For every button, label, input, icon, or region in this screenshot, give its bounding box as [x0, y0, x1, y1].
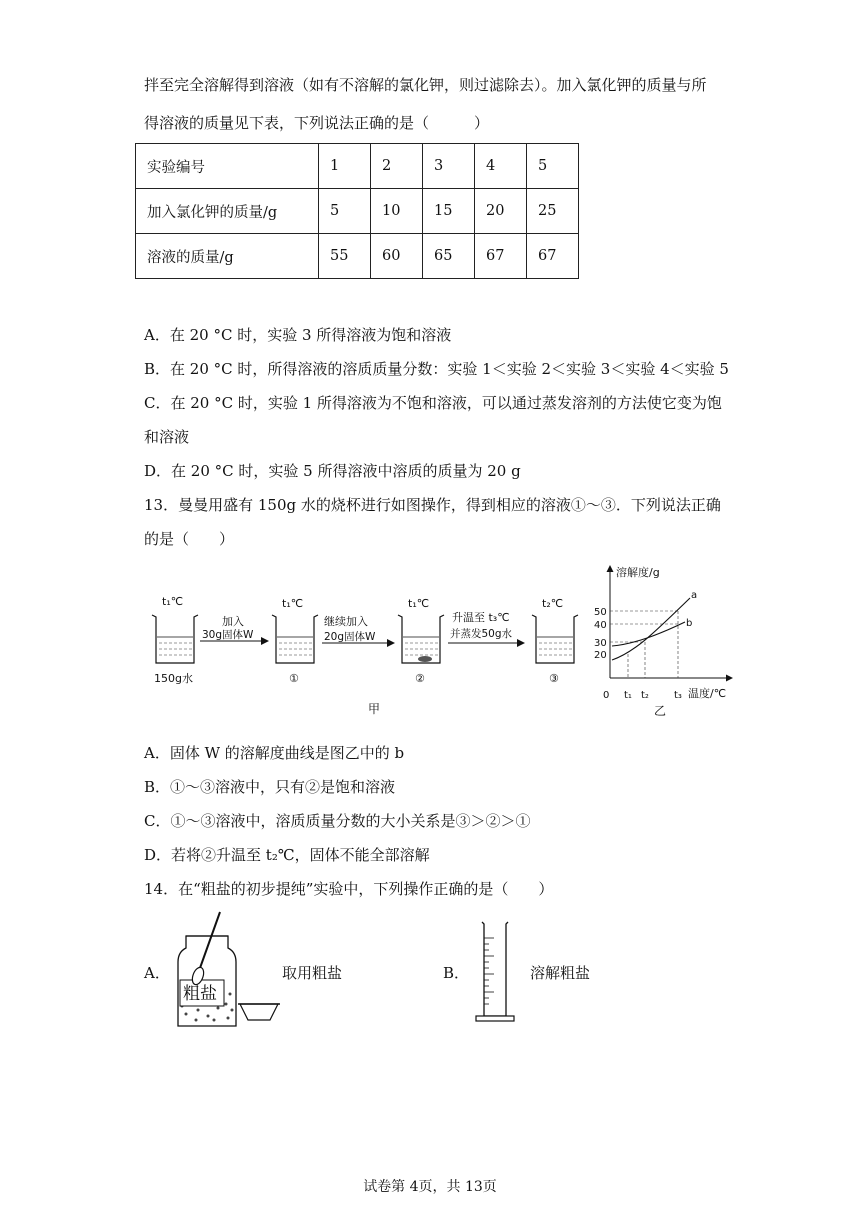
table-row [136, 144, 579, 189]
q12-option-d: D．在 20 °C 时，实验 5 所得溶液中溶质的质量为 20 g [144, 462, 521, 480]
solubility-curve-figure [590, 560, 740, 720]
cylinder-body [482, 922, 508, 1016]
y-tick-label: 50 [594, 607, 607, 618]
table-cell: 3 [423, 144, 475, 189]
curve-b [612, 622, 685, 646]
table-cell: 65 [423, 234, 475, 279]
cylinder-graduations [484, 938, 494, 1004]
beaker-temp-label: t₁℃ [408, 597, 430, 610]
beaker-label: ① [289, 672, 299, 685]
arrow-add-30g [200, 614, 268, 641]
curve-b-label: b [686, 618, 693, 629]
kcl-experiment-table [135, 143, 579, 279]
q13-option-b: B．①～③溶液中，只有②是饱和溶液 [144, 778, 396, 796]
undissolved-solid [418, 656, 432, 662]
y-axis-label: 溶解度/g [616, 566, 660, 579]
spoon-handle [200, 912, 220, 968]
table-cell: 1 [319, 144, 371, 189]
table-cell: 溶液的质量/g [136, 234, 319, 279]
q14-option-b-text: 溶解粗盐 [530, 964, 591, 982]
table-cell: 55 [319, 234, 371, 279]
beaker-process-figure [144, 585, 584, 720]
table-cell: 60 [371, 234, 423, 279]
q12-option-c-line-2: 和溶液 [144, 428, 190, 446]
figure-caption-yi: 乙 [654, 704, 667, 718]
graduated-cylinder-illustration [470, 918, 520, 1024]
arrow-top-text: 升温至 t₃℃ [452, 611, 510, 624]
beaker-temp-label: t₁℃ [162, 595, 184, 608]
evaporating-dish [240, 1004, 278, 1020]
y-tick-label: 30 [594, 638, 607, 649]
intro-line-1: 拌至完全溶解得到溶液（如有不溶解的氯化钾，则过滤除去）。加入氯化钾的质量与所 [144, 76, 707, 94]
q12-option-b: B．在 20 °C 时，所得溶液的溶质质量分数：实验 1＜实验 2＜实验 3＜实验 4＜实验 5 [144, 360, 729, 378]
q14-option-a-letter: A． [144, 964, 170, 982]
q14-option-b-letter: B． [443, 964, 470, 982]
table-row [136, 189, 579, 234]
page-footer: 试卷第 4页，共 13页 [363, 1179, 497, 1195]
curve-a-label: a [691, 590, 698, 601]
salt-jar-illustration [170, 910, 282, 1032]
beaker-label: ② [415, 672, 425, 685]
arrow-bottom-text: 30g固体W [202, 629, 254, 641]
table-cell: 实验编号 [136, 144, 319, 189]
arrow-bottom-text: 20g固体W [324, 631, 376, 643]
origin-label: 0 [603, 690, 610, 701]
x-axis-label: 温度/℃ [688, 687, 727, 700]
x-tick-label: t₂ [641, 690, 649, 701]
table-cell: 5 [319, 189, 371, 234]
beaker-label: ③ [549, 672, 559, 685]
table-cell: 67 [527, 234, 579, 279]
table-cell: 20 [475, 189, 527, 234]
beaker-label: 150g水 [154, 672, 193, 685]
q13-stem-line-2: 的是（ ） [144, 530, 235, 548]
q14-option-a-text: 取用粗盐 [282, 964, 343, 982]
beaker-solution-1 [272, 597, 318, 685]
table-cell: 2 [371, 144, 423, 189]
arrow-top-text: 继续加入 [324, 615, 368, 628]
table-cell: 4 [475, 144, 527, 189]
q13-stem-line-1: 13．曼曼用盛有 150g 水的烧杯进行如图操作，得到相应的溶液①～③．下列说法正确 [144, 496, 721, 514]
table-cell: 67 [475, 234, 527, 279]
figure-caption-jia: 甲 [368, 702, 381, 716]
beaker-temp-label: t₂℃ [542, 597, 564, 610]
q12-option-a: A．在 20 °C 时，实验 3 所得溶液为饱和溶液 [144, 326, 452, 344]
table-cell: 10 [371, 189, 423, 234]
jar-label-text: 粗盐 [183, 984, 217, 1004]
table-cell: 加入氯化钾的质量/g [136, 189, 319, 234]
x-tick-label: t₃ [674, 690, 682, 701]
y-tick-label: 20 [594, 650, 607, 661]
arrow-heat-evaporate [448, 610, 524, 643]
q14-stem: 14．在“粗盐的初步提纯”实验中，下列操作正确的是（ ） [144, 880, 554, 898]
q13-option-a: A．固体 W 的溶解度曲线是图乙中的 b [144, 744, 405, 762]
intro-line-2: 得溶液的质量见下表，下列说法正确的是（ ） [144, 114, 490, 132]
x-tick-label: t₁ [624, 690, 632, 701]
table-cell: 5 [527, 144, 579, 189]
table-cell: 15 [423, 189, 475, 234]
beaker-temp-label: t₁℃ [282, 597, 304, 610]
beaker-water [152, 595, 198, 685]
table-cell: 25 [527, 189, 579, 234]
arrow-add-20g [322, 614, 394, 643]
beaker-solution-2 [398, 597, 444, 685]
q12-option-c-line-1: C．在 20 °C 时，实验 1 所得溶液为不饱和溶液，可以通过蒸发溶剂的方法使它变为饱 [144, 394, 722, 412]
arrow-top-text: 加入 [222, 615, 244, 628]
q13-option-d: D．若将②升温至 t₂℃，固体不能全部溶解 [144, 846, 430, 864]
beaker-solution-3 [532, 597, 578, 685]
table-row [136, 234, 579, 279]
q13-option-c: C．①～③溶液中，溶质质量分数的大小关系是③＞②＞① [144, 812, 531, 830]
arrow-bottom-text: 并蒸发50g水 [450, 628, 513, 640]
y-tick-label: 40 [594, 620, 607, 631]
cylinder-base [476, 1016, 514, 1021]
